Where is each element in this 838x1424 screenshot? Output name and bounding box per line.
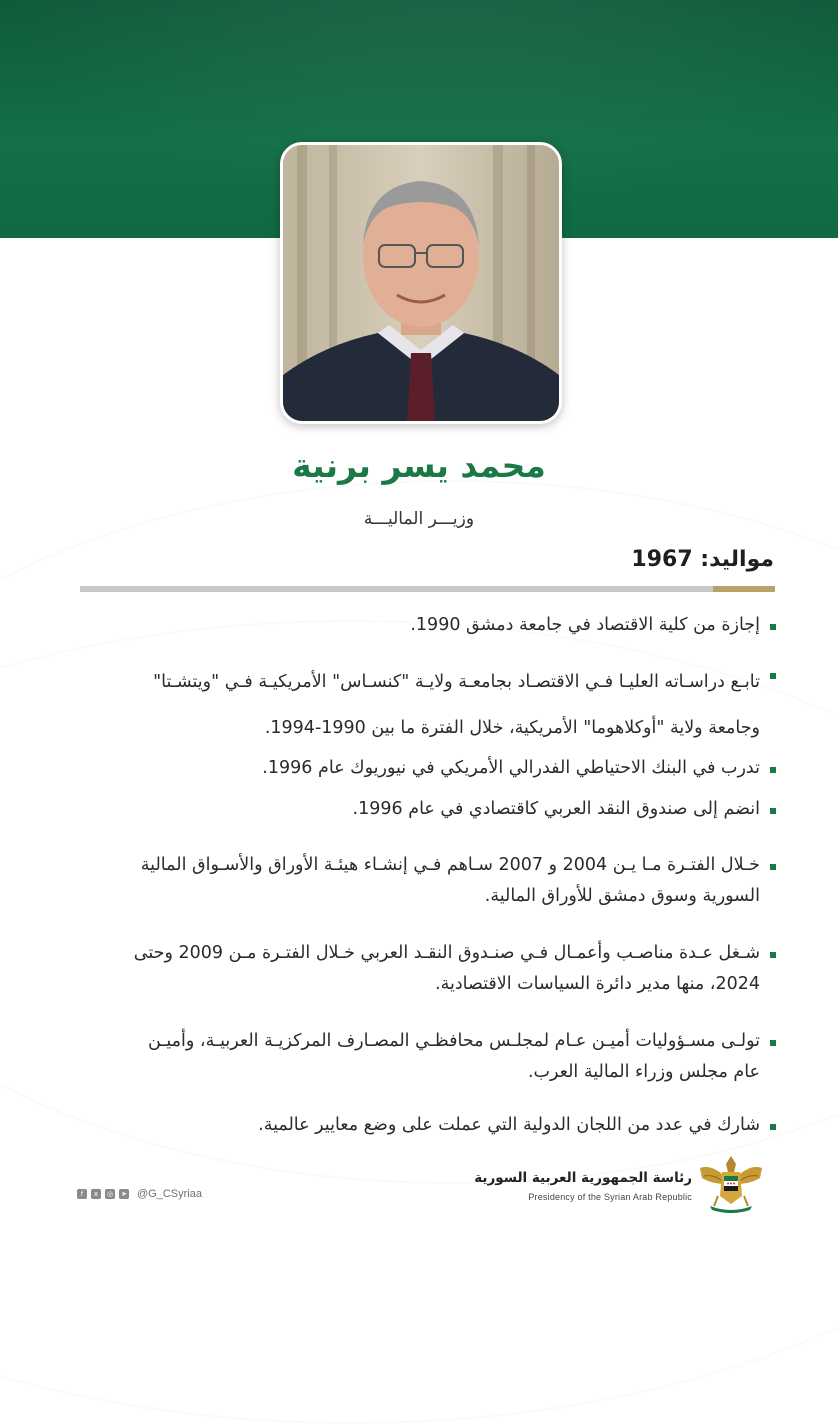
birth-year: مواليد: 1967: [631, 547, 774, 572]
bullet-text: تولـى مسـؤوليات أميـن عـام لمجلـس محافظـي المصـارف المركزيـة العربيـة، وأميـن: [147, 1031, 760, 1051]
bullet-text: 2024، منها مدير دائرة السياسات الاقتصادية.: [435, 974, 760, 994]
telegram-icon[interactable]: ➤: [119, 1189, 129, 1199]
list-item: [66, 610, 776, 641]
list-item: [66, 794, 776, 825]
list-item: [66, 659, 776, 751]
x-icon[interactable]: x: [91, 1189, 101, 1199]
list-item: [66, 1110, 776, 1141]
bullet-text: وجامعة ولاية "أوكلاهوما" الأمريكية، خلال الفترة ما بين 1990-1994.: [264, 718, 760, 738]
social-handle: @G_CSyriaa: [137, 1188, 202, 1200]
list-item: [66, 938, 776, 1000]
organization-name-arabic: رئاسة الجمهورية العربية السورية: [474, 1170, 692, 1186]
social-links: [77, 1188, 202, 1200]
bullet-icon: [770, 1040, 776, 1046]
list-item: [66, 753, 776, 784]
divider-accent: [713, 586, 775, 592]
bullet-icon: [770, 808, 776, 814]
bullet-icon: [770, 767, 776, 773]
organization-name-english: Presidency of the Syrian Arab Republic: [528, 1192, 692, 1202]
portrait-photo: [280, 142, 562, 424]
bullet-icon: [770, 1124, 776, 1130]
bullet-text: انضم إلى صندوق النقد العربي كاقتصادي في عام 1996.: [352, 799, 760, 819]
bullet-icon: [770, 864, 776, 870]
bullet-text: تدرب في البنك الاحتياطي الفدرالي الأمريكي في نيوريوك عام 1996.: [262, 758, 760, 778]
bullet-text: شـغل عـدة مناصـب وأعمـال فـي صنـدوق النقـد العربي خـلال الفتـرة مـن 2009 وحتى: [133, 943, 760, 963]
person-title: وزيـــر الماليـــة: [363, 509, 475, 529]
bullet-text: تابـع دراسـاته العليـا فـي الاقتصـاد بجامعـة ولايـة "كنسـاس" الأمريكيـة فـي "ويتشـتا": [153, 672, 760, 692]
eagle-emblem-icon: [696, 1150, 766, 1216]
bullet-text: خـلال الفتـرة مـا يـن 2004 و 2007 سـاهم فـي إنشـاء هيئـة الأوراق والأسـواق المالية: [140, 855, 760, 875]
biography-list: [66, 610, 776, 1141]
list-item: [66, 1026, 776, 1088]
bullet-icon: [770, 624, 776, 630]
bullet-icon: [770, 952, 776, 958]
list-item: [66, 850, 776, 912]
bullet-text: السورية وسوق دمشق للأوراق المالية.: [484, 886, 760, 906]
bullet-icon: [770, 673, 776, 679]
bullet-text: إجازة من كلية الاقتصاد في جامعة دمشق 1990.: [410, 615, 760, 635]
bullet-text: شارك في عدد من اللجان الدولية التي عملت على وضع معايير عالمية.: [258, 1115, 760, 1135]
person-name: محمد يسر برنية: [292, 446, 546, 485]
instagram-icon[interactable]: ◎: [106, 1190, 114, 1198]
bullet-text: عام مجلس وزراء المالية العرب.: [527, 1062, 760, 1082]
facebook-icon[interactable]: f: [77, 1189, 87, 1199]
organization-block: [474, 1170, 692, 1202]
section-divider: [80, 586, 775, 592]
